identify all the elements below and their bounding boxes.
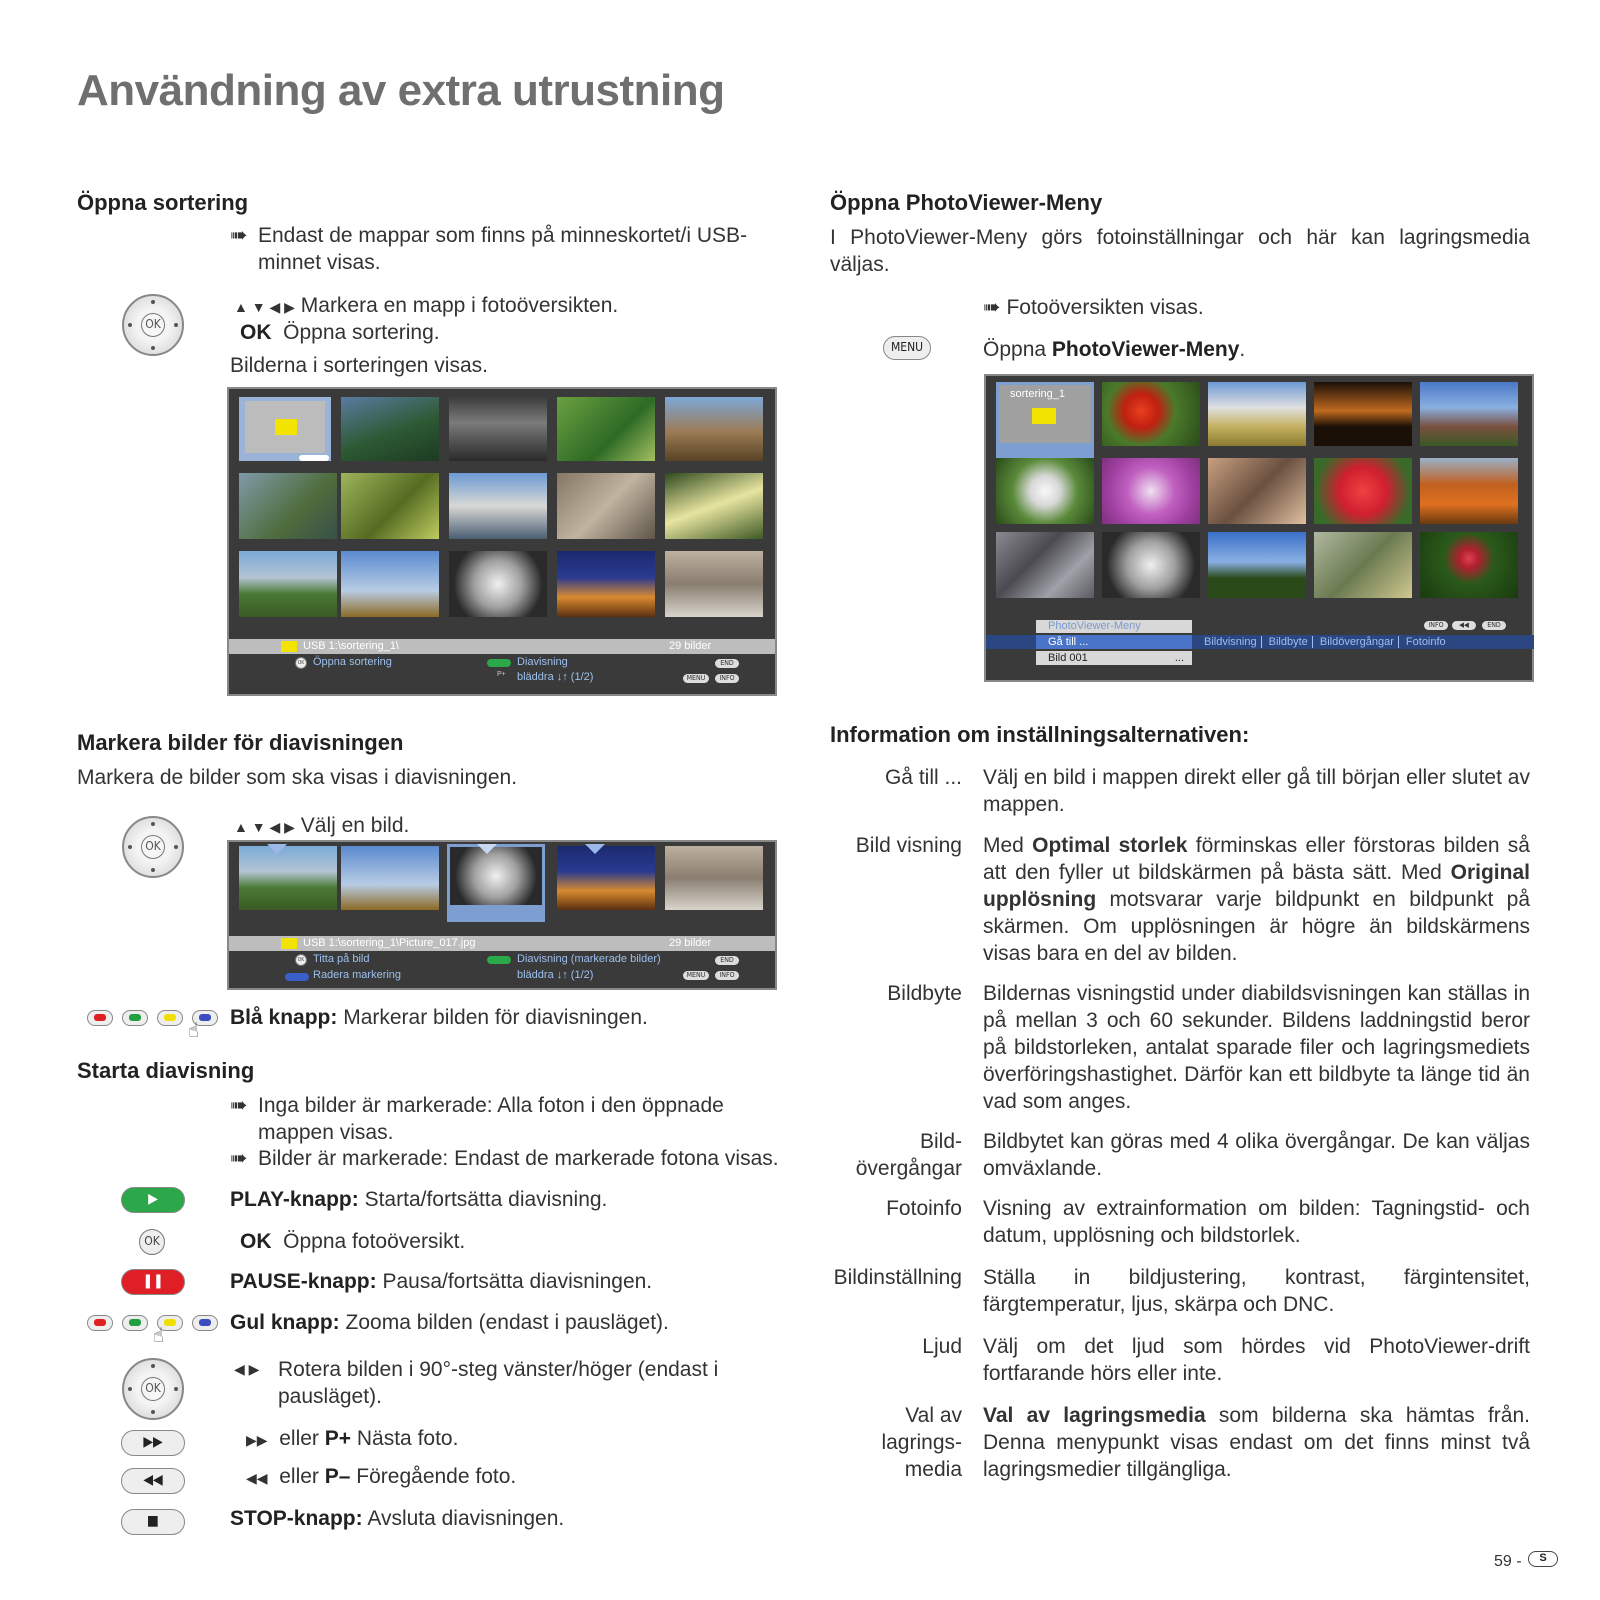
folder-thumbnail[interactable]: sortering_1: [996, 382, 1094, 458]
note-folders: ➠ Endast de mappar som finns på minneskortet/i USB-minnet visas.: [230, 224, 748, 274]
pause-button[interactable]: [121, 1269, 185, 1295]
step-select-image: ▲ ▼ ◀ ▶ Välj en bild.: [234, 814, 410, 837]
mark-indicator-icon: [477, 844, 497, 854]
navigation-ring-button[interactable]: [122, 1358, 184, 1420]
option-label: Fotoinfo: [886, 1197, 962, 1220]
mark-images-screen: USB 1:\sortering_1\Picture_017.jpg 29 bilder OK Titta på bild Radera markering Diavisning (markerade bilder) bläddra ↓↑ (1/2) END MENU INFO: [227, 840, 777, 990]
photo-thumbnail[interactable]: [239, 846, 337, 910]
menu-button[interactable]: MENU: [883, 336, 931, 360]
photoviewer-menu-screen: sortering_1 PhotoViewer-Meny Gå till ... Bildvisning Bildbyte Bildövergångar Fotoinfo Bild 001 ... INFO ◀◀ END: [984, 374, 1534, 682]
photo-thumbnail[interactable]: [665, 551, 763, 617]
page-number: 59 -: [1494, 1553, 1522, 1570]
photo-thumbnail[interactable]: [1208, 458, 1306, 524]
photo-overview-screen: USB 1:\sortering_1\ 29 bilder OK Öppna sortering Diavisning P+ bläddra ↓↑ (1/2) END MENU INFO: [227, 387, 777, 696]
photo-thumbnail[interactable]: [996, 532, 1094, 598]
option-label: Bildbyte: [887, 982, 962, 1005]
photo-thumbnail[interactable]: [1314, 382, 1412, 446]
menu-item-goto[interactable]: Gå till ...: [1036, 635, 1192, 649]
photo-thumbnail[interactable]: [665, 397, 763, 461]
fast-forward-icon: ▶▶: [143, 1434, 163, 1450]
mark-indicator-icon: [267, 844, 287, 854]
heading-start-slideshow: Starta diavisning: [77, 1058, 255, 1083]
step-open-sorting: OK Öppna sortering.: [240, 321, 440, 344]
fast-forward-icon: ▶▶: [246, 1432, 268, 1448]
navigation-ring-button[interactable]: [122, 294, 184, 356]
note-overview: ➠ Fotoöversikten visas.: [983, 296, 1204, 319]
page-title: Användning av extra utrustning: [77, 66, 725, 115]
option-desc: Val av lagringsmedia som bilderna ska hämtas från. Denna menypunkt visas endast om det finns minst två lagringsmedier tillgängliga.: [983, 1404, 1530, 1481]
play-button[interactable]: [121, 1187, 185, 1213]
photo-thumbnail[interactable]: [239, 473, 337, 539]
photo-thumbnail[interactable]: [239, 551, 337, 617]
photo-thumbnail[interactable]: [1314, 532, 1412, 598]
photo-thumbnail[interactable]: [1314, 458, 1412, 524]
photo-thumbnail[interactable]: [1420, 382, 1518, 446]
folder-icon: [1032, 408, 1056, 424]
tab-fotoinfo[interactable]: Fotoinfo: [1405, 636, 1446, 648]
prev-desc: ◀◀ eller P– Föregående foto.: [246, 1465, 517, 1488]
note-marked: ➠ Bilder är markerade: Endast de markerade fotona visas.: [230, 1147, 779, 1170]
status-bar: USB 1:\sortering_1\Picture_017.jpg 29 bilder: [229, 936, 775, 951]
green-button-icon: [487, 659, 511, 667]
ok-icon: OK: [295, 954, 307, 966]
yellow-desc: Gul knapp: Zooma bilden (endast i pausläget).: [230, 1311, 669, 1334]
ok-desc: OK Öppna fotoöversikt.: [240, 1230, 466, 1253]
stop-icon: ■: [147, 1513, 159, 1529]
arrow-right-icon: ➠: [983, 296, 1001, 319]
pause-desc: PAUSE-knapp: Pausa/fortsätta diavisningen.: [230, 1270, 653, 1293]
blue-button-desc: Blå knapp: Markerar bilden för diavisningen.: [230, 1006, 648, 1029]
selected-thumbnail[interactable]: [447, 844, 545, 922]
option-desc: Bildbytet kan göras med 4 olika övergångar. De kan väljas omväxlande.: [983, 1130, 1530, 1180]
photo-thumbnail[interactable]: [341, 397, 439, 461]
stop-button[interactable]: [121, 1509, 185, 1535]
photo-thumbnail[interactable]: [1420, 458, 1518, 524]
option-desc: Bildernas visningstid under diabildsvisningen kan ställas in på mellan 3 och 60 sekunder. Bildens laddningstid beror på bildstorleken, antalat sparade filer och lagringsmediets överföringshastighet. Därför kan ett bildbyte ta länge tid än vad som anges.: [983, 982, 1530, 1113]
green-button[interactable]: [122, 1315, 148, 1331]
arrow-right-icon: ➠: [230, 1094, 248, 1117]
option-label: Bildinställning: [833, 1266, 962, 1289]
option-desc: Visning av extrainformation om bilden: Tagningstid- och datum, upplösning och bildstorlek.: [983, 1197, 1530, 1247]
rotate-desc: ◀ ▶ Rotera bilden i 90°-steg vänster/höger (endast i pausläget).: [234, 1358, 719, 1408]
yellow-button[interactable]: [157, 1010, 183, 1026]
heading-photoviewer-menu: Öppna PhotoViewer-Meny: [830, 190, 1103, 215]
result-text: Bilderna i sorteringen visas.: [230, 354, 488, 377]
folder-thumbnail[interactable]: [239, 397, 331, 461]
photo-thumbnail[interactable]: [341, 551, 439, 617]
photo-thumbnail[interactable]: [557, 473, 655, 539]
green-button[interactable]: [122, 1010, 148, 1026]
red-button[interactable]: [87, 1010, 113, 1026]
arrow-keys-icon: ▲ ▼ ◀ ▶: [234, 819, 295, 835]
arrow-right-icon: ➠: [230, 224, 248, 247]
photo-thumbnail[interactable]: [449, 551, 547, 617]
photo-thumbnail[interactable]: [1208, 532, 1306, 598]
option-label: Gå till ...: [884, 766, 962, 789]
play-icon: ▶: [148, 1191, 158, 1207]
ok-icon: OK: [141, 835, 165, 859]
tab-bildbyte[interactable]: Bildbyte: [1265, 636, 1313, 648]
rewind-icon: ◀◀: [143, 1472, 163, 1488]
fast-forward-button[interactable]: [121, 1430, 185, 1456]
photo-thumbnail[interactable]: [665, 473, 763, 539]
blue-button[interactable]: [192, 1315, 218, 1331]
folder-icon: [275, 419, 297, 435]
pause-icon: ❚❚: [142, 1273, 164, 1289]
step-open-menu: Öppna PhotoViewer-Meny.: [983, 338, 1246, 361]
photo-thumbnail[interactable]: [341, 473, 439, 539]
status-bar: USB 1:\sortering_1\ 29 bilder: [229, 639, 775, 654]
option-desc: Ställa in bildjustering, kontrast, färgintensitet, färgtemperatur, ljus, skärpa och DNC.: [983, 1266, 1530, 1316]
mark-indicator-icon: [585, 844, 605, 854]
note-no-marked: ➠ Inga bilder är markerade: Alla foton i den öppnade mappen visas.: [230, 1094, 724, 1144]
menu-title: PhotoViewer-Meny: [1036, 620, 1192, 633]
left-right-arrow-icon: ◀ ▶: [234, 1361, 260, 1377]
language-badge: S: [1528, 1551, 1558, 1567]
heading-mark-images: Markera bilder för diavisningen: [77, 730, 404, 755]
intro-photoviewer: I PhotoViewer-Meny görs fotoinställningar och här kan lagringsmedia väljas.: [830, 226, 1530, 276]
photo-thumbnail[interactable]: [1102, 532, 1200, 598]
option-label: Bild-övergångar: [855, 1130, 962, 1180]
option-label: Ljud: [922, 1335, 962, 1358]
heading-options-info: Information om inställningsalternativen:: [830, 722, 1250, 747]
option-label: Bild visning: [855, 834, 962, 857]
stop-desc: STOP-knapp: Avsluta diavisningen.: [230, 1507, 565, 1530]
ok-icon: OK: [141, 313, 165, 337]
option-desc: Välj en bild i mappen direkt eller gå till början eller slutet av mappen.: [983, 766, 1530, 816]
photo-thumbnail[interactable]: [1102, 382, 1200, 446]
pointing-hand-icon: ☝: [188, 1018, 199, 1042]
ok-button[interactable]: OK: [139, 1229, 165, 1255]
next-desc: ▶▶ eller P+ Nästa foto.: [246, 1427, 459, 1450]
photo-thumbnail[interactable]: [557, 397, 655, 461]
option-desc: Med Optimal storlek förminskas eller förstoras bilden så att den fyller ut bildskärmen på bästa sätt. Med Original upplösning motsvarar varje bildpunkt en bildpunkt på skärmen. Om upplösningen är högre än bildskärmens visas bara en del av bilden.: [983, 834, 1530, 965]
blue-button-icon: [285, 973, 309, 981]
arrow-keys-icon: ▲ ▼ ◀ ▶: [234, 299, 295, 315]
photo-thumbnail[interactable]: [1420, 532, 1518, 598]
photo-thumbnail[interactable]: [449, 397, 547, 461]
folder-icon: [281, 641, 297, 652]
red-button[interactable]: [87, 1315, 113, 1331]
ok-icon: OK: [141, 1377, 165, 1401]
folder-icon: [281, 938, 297, 949]
ok-icon: OK: [295, 657, 307, 669]
tab-bildovergangar[interactable]: Bildövergångar: [1316, 636, 1399, 648]
tab-bildvisning[interactable]: Bildvisning: [1200, 636, 1262, 648]
step-mark-folder: ▲ ▼ ◀ ▶ Markera en mapp i fotoöversikten.: [234, 294, 619, 317]
option-label: Val av lagrings-media: [881, 1404, 962, 1481]
p-plus-minus-icon: P+: [497, 671, 506, 678]
photo-thumbnail[interactable]: [996, 458, 1094, 524]
photo-thumbnail[interactable]: [341, 846, 439, 910]
photo-thumbnail[interactable]: [557, 846, 655, 910]
pointing-hand-icon: ☝: [153, 1323, 164, 1347]
menu-tabs: [1200, 635, 1530, 649]
green-button-icon: [487, 956, 511, 964]
photo-thumbnail[interactable]: [1102, 458, 1200, 524]
rewind-button[interactable]: [121, 1468, 185, 1494]
option-desc: Välj om det ljud som hördes vid PhotoViewer-drift fortfarande hörs eller inte.: [983, 1335, 1530, 1385]
photo-thumbnail[interactable]: [449, 473, 547, 539]
photo-thumbnail[interactable]: [665, 846, 763, 910]
photo-thumbnail[interactable]: [1208, 382, 1306, 446]
intro-mark-images: Markera de bilder som ska visas i diavisningen.: [77, 766, 518, 789]
play-desc: PLAY-knapp: Starta/fortsätta diavisning.: [230, 1188, 608, 1211]
navigation-ring-button[interactable]: [122, 816, 184, 878]
arrow-right-icon: ➠: [230, 1147, 248, 1170]
photo-thumbnail[interactable]: [557, 551, 655, 617]
rewind-icon: ◀◀: [246, 1470, 268, 1486]
menu-item-image[interactable]: Bild 001 ...: [1036, 651, 1192, 665]
rewind-chip-icon: ◀◀: [1452, 621, 1476, 630]
heading-open-sorting: Öppna sortering: [77, 190, 249, 215]
